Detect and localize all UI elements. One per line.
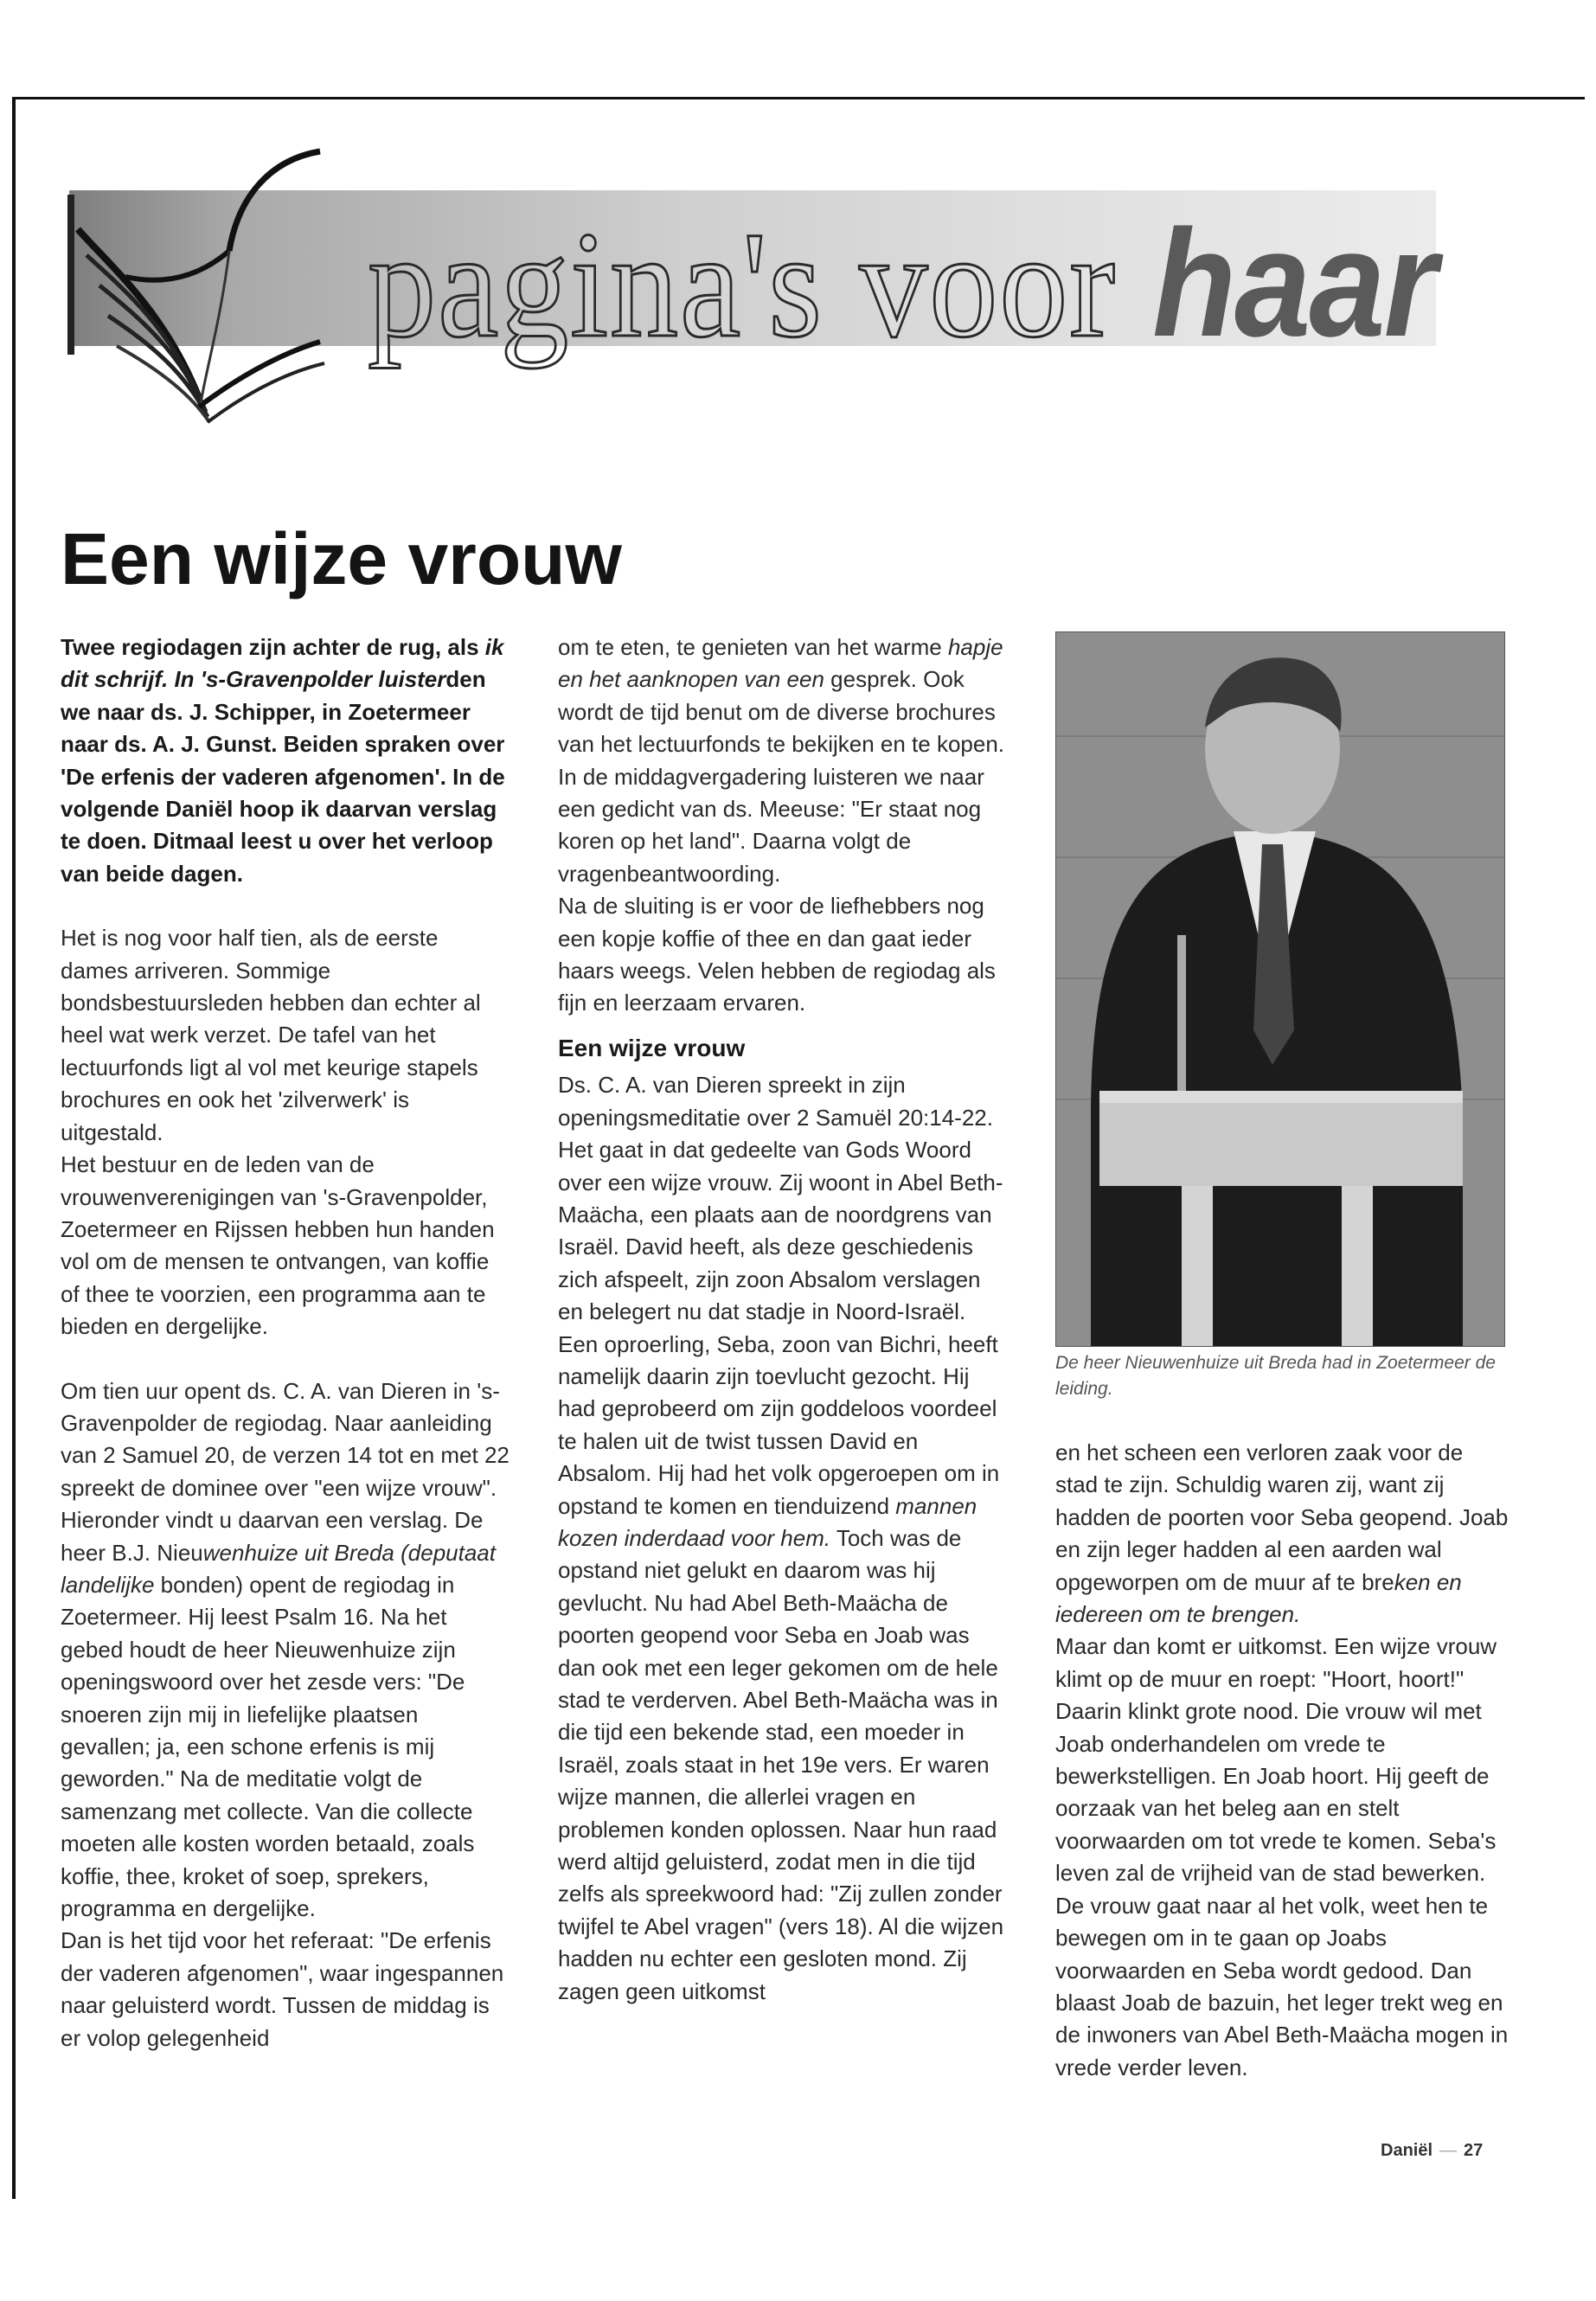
page-number: 27 — [1464, 2141, 1484, 2160]
banner-title-light: pagina's voor — [368, 201, 1153, 369]
top-rule — [12, 97, 1585, 99]
paragraph — [61, 1375, 510, 1926]
column-1 — [61, 631, 510, 2054]
speaker-photo — [1055, 631, 1505, 1347]
paragraph-text: en het scheen een verloren zaak voor de stad te zijn. Schuldig waren zij, want zij hadden de poorten voor Seba geopend. Joab en zijn leger hadden al een aarden wal opgeworpen om de muur af te bre — [1055, 1439, 1509, 1595]
paragraph-text: Toch was de opstand niet gelukt en daarom was hij gevlucht. Nu had Abel Beth-Maächa de poorten geopend voor Seba en Joab was dan ook met een leger gekomen om de hele stad te verderven. Abel Beth-Maächa was in die tijd een bekende stad, een moeder in Israël, zoals staat in het 19e vers. Er waren wijze mannen, die allerlei vragen en problemen konden oplossen. Naar hun raad werd altijd geluisterd, zodat men in die tijd zelfs als spreekwoord had: "Zij zullen zonder twijfel te Abel vragen" (vers 18). Al die wijzen hadden nu echter een gesloten mond. Zij zagen geen uitkomst — [558, 1524, 1004, 2004]
paragraph-italic: ken en iedereen om te brengen. — [1055, 1568, 1462, 1628]
paragraph — [558, 1069, 1008, 2008]
paragraph — [1055, 1437, 1509, 1631]
paragraph: Het is nog voor half tien, als de eerste dames arriveren. Sommige bondsbestuursleden hebben dan echter al heel wat werk verzet. De tafel van het lectuurfonds ligt al vol met keurige stapels brochures en ook het 'zilverwerk' is uitgestald. — [61, 925, 481, 1145]
banner-title — [368, 199, 1436, 369]
paragraph-italic: mannen kozen inderdaad voor hem. — [558, 1492, 977, 1551]
paragraph-text: gesprek. Ook wordt de tijd benut om de diverse brochures van het lectuurfonds te bekijken en te kopen. In de middagvergadering luisteren we naar een gedicht van ds. Meeuse: "Er staat nog koren op het land". Daarna volgt de vragenbeantwoording. — [558, 666, 1005, 887]
paragraph-text: om te eten, te genieten van het warme — [558, 634, 948, 660]
speaker-photo-image — [1056, 632, 1504, 1346]
article-headline: Een wijze vrouw — [61, 518, 622, 599]
banner-title-bold: haar — [1152, 199, 1436, 369]
section-banner — [61, 147, 1531, 441]
intro-text-2: den we naar ds. J. Schipper, in Zoetermeer naar ds. A. J. Gunst. Beiden spraken over 'De erfenis der vaderen afgenomen'. In de volgende Daniël hoop ik daarvan verslag te doen. Ditmaal leest u over het verloop van beide dagen. — [61, 666, 505, 887]
paragraph-text: bonden) opent de regiodag in Zoetermeer. Hij leest Psalm 16. Na het gebed houdt de heer Nieuwenhuize zijn openingswoord over het zesde vers: "De snoeren zijn mij in liefelijke plaatsen gevallen; ja, een schone erfenis is mij geworden." Na de meditatie volgt de samenzang met collecte. Van die collecte moeten alle kosten worden betaald, zoals koffie, thee, kroket of soep, sprekers, programma en dergelijke. — [61, 1571, 475, 1922]
page-footer — [1381, 2141, 1483, 2161]
article-intro — [61, 631, 510, 890]
paragraph-text: Om tien uur opent ds. C. A. van Dieren in 's-Gravenpolder de regiodag. Naar aanleiding van 2 Samuel 20, de verzen 14 tot en met 22 spreekt de dominee over "een wijze vrouw". Hieronder vindt u daarvan een verslag. De heer B.J. Nieu — [61, 1377, 510, 1566]
magazine-name: Daniël — [1381, 2141, 1433, 2160]
section-subheading: Een wijze vrouw — [558, 1034, 746, 1061]
paragraph-italic: hapje en het aanknopen van een — [558, 634, 1003, 693]
intro-text-1: Twee regiodagen zijn achter de rug, als — [61, 634, 485, 660]
paragraph: Het bestuur en de leden van de vrouwenverenigingen van 's-Gravenpolder, Zoetermeer en Rijssen hebben hun handen vol om de mensen te ontvangen, van koffie of thee te voorzien, een programma aan te bieden en dergelijke. — [61, 1151, 495, 1340]
intro-italic: ik dit schrijf. In 's-Gravenpolder luister — [61, 634, 504, 693]
column-2 — [558, 631, 1008, 2008]
photo-caption: De heer Nieuwenhuize uit Breda had in Zoetermeer de leiding. — [1055, 1353, 1496, 1399]
paragraph — [558, 631, 1008, 890]
left-rule — [12, 97, 16, 2199]
column-3 — [1055, 631, 1509, 2084]
paragraph-italic: wenhuize uit Breda (deputaat landelijke — [61, 1539, 496, 1598]
footer-separator: — — [1439, 2141, 1458, 2160]
paragraph: Maar dan komt er uitkomst. Een wijze vrouw klimt op de muur en roept: "Hoort, hoort!" Daarin klinkt grote nood. Die vrouw wil met Joab onderhandelen om vrede te bewerkstelligen. En Joab hoort. Hij geeft de oorzaak van het beleg aan en stelt voorwaarden om tot vrede te komen. Seba's leven zal de vrijheid van de stad bewerken. De vrouw gaat naar al het volk, weet hen te bewegen om in te gaan op Joabs voorwaarden en Seba wordt gedood. Dan blaast Joab de bazuin, het leger trekt weg en de inwoners van Abel Beth-Maächa mogen in vrede verder leven. — [1055, 1633, 1509, 2080]
paragraph: Dan is het tijd voor het referaat: "De erfenis der vaderen afgenomen", waar ingespannen naar geluisterd wordt. Tussen de middag is er volop gelegenheid — [61, 1927, 504, 2051]
paragraph: Na de sluiting is er voor de liefhebbers nog een kopje koffie of thee en dan gaat ieder haars weegs. Velen hebben de regiodag als fijn en leerzaam ervaren. — [558, 893, 996, 1016]
paragraph-text: Ds. C. A. van Dieren spreekt in zijn openingsmeditatie over 2 Samuël 20:14-22. Het gaat in dat gedeelte van Gods Woord over een wijze vrouw. Zij woont in Abel Beth-Maächa, een plaats aan de noordgrens van Israël. David heeft, als deze geschiedenis zich afspeelt, zijn zoon Absalom verslagen en belegert nu dat stadje in Noord-Israël. Een oproerling, Seba, zoon van Bichri, heeft namelijk daarin zijn toevlucht gezocht. Hij had geprobeerd om zijn goddeloos voordeel te halen uit de twist tussen David en Absalom. Hij had het volk opgeroepen om in opstand te komen en tienduizend — [558, 1072, 1003, 1519]
